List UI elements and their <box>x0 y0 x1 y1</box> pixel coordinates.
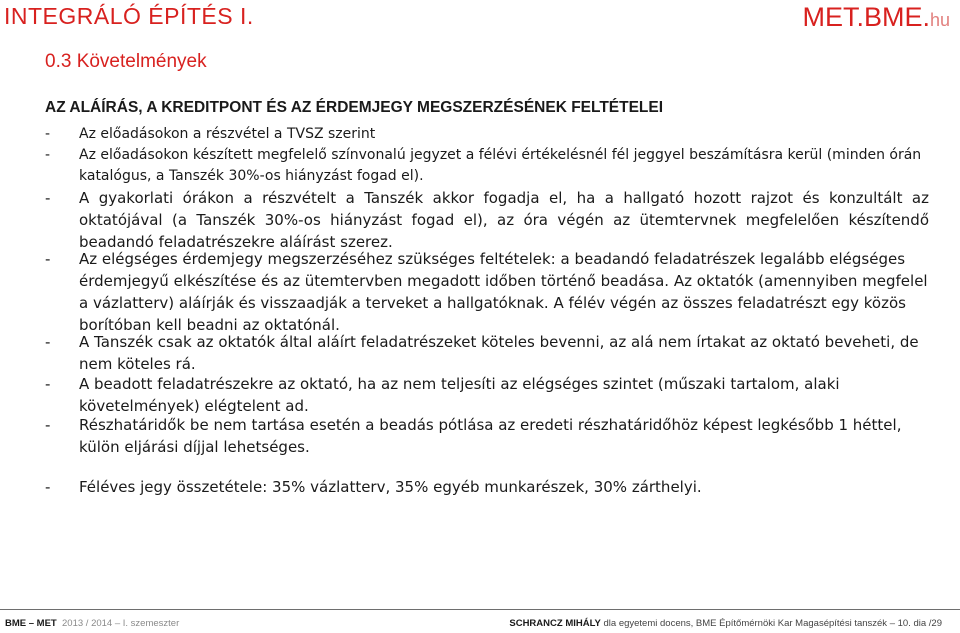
bullet-dash: - <box>45 333 51 351</box>
bullet-dash: - <box>45 416 51 434</box>
bullet-dash: - <box>45 478 51 496</box>
requirements-heading: AZ ALÁÍRÁS, A KREDITPONT ÉS AZ ÉRDEMJEGY MEGSZERZÉSÉNEK FELTÉTELEI <box>45 99 664 116</box>
section-title: 0.3 Követelmények <box>45 51 207 72</box>
footer-department: BME – MET <box>5 618 57 629</box>
bullet-dash: - <box>45 250 51 268</box>
list-item-text: Az előadásokon készített megfelelő színvonalú jegyzet a félévi értékelésnél fél jeggyel beszámításra kerül (minden órán katalógus, a Tanszék 30%-os hiányzást fogad el). <box>79 147 922 184</box>
bullet-dash: - <box>45 147 51 163</box>
bullet-dash: - <box>45 126 51 142</box>
footer-semester: 2013 / 2014 – I. szemeszter <box>62 618 180 629</box>
list-item-text: Féléves jegy összetétele: 35% vázlatterv, 35% egyéb munkarészek, 30% zárthelyi. <box>79 478 702 496</box>
bullet-dash: - <box>45 375 51 393</box>
list-item-text: A beadott feladatrészekre az oktató, ha az nem teljesíti az elégséges szintet (műszaki tartalom, alaki követelmények) elégtelent ad. <box>79 375 840 415</box>
bullet-dash: - <box>45 189 51 207</box>
footer-divider <box>0 609 960 610</box>
list-item-text: A Tanszék csak az oktatók által aláírt feladatrészeket köteles bevenni, az alá nem írtakat az oktató beveheti, de nem köteles rá. <box>79 333 919 373</box>
footer-course-info <box>5 618 179 629</box>
footer-author: SCHRANCZ MIHÁLY <box>509 618 601 629</box>
presentation-title: INTEGRÁLÓ ÉPÍTÉS I. <box>4 3 254 29</box>
footer-author-details: dla egyetemi docens, BME Építőmérnöki Kar Magasépítési tanszék – 10. dia /29 <box>603 618 942 629</box>
logo-main: MET.BME. <box>802 2 930 32</box>
list-item-text: Részhatáridők be nem tartása esetén a beadás pótlása az eredeti részhatáridőhöz képest legkésőbb 1 héttel, külön eljárási díjjal lehetséges. <box>79 416 902 456</box>
logo-suffix: hu <box>929 10 950 30</box>
list-item-text: Az előadásokon a részvétel a TVSZ szerint <box>79 126 376 142</box>
list-item-text: Az elégséges érdemjegy megszerzéséhez szükséges feltételek: a beadandó feladatrészek legalább elégséges érdemjegyű elkészítése és az ütemtervben megadott időben történő beadása. Az oktatók (amennyiben megfelel a vázlatterv) aláírják és visszaadják a terveket a hallgatóknak. A félév végén az összes feladatrészt egy közös borítóban kell beadni az oktatónál. <box>79 250 928 334</box>
footer-author-info <box>509 618 942 629</box>
met-bme-logo <box>802 2 950 33</box>
list-item-text: A gyakorlati órákon a részvételt a Tanszék akkor fogadja el, ha a hallgató hozott rajzot és konzultált az oktatójával (a Tanszék 30%-os hiányzást fogad el), az óra végén az ütemtervnek megfelelően készítendő beadandó feladatrészekre aláírást szerez. <box>79 189 929 251</box>
